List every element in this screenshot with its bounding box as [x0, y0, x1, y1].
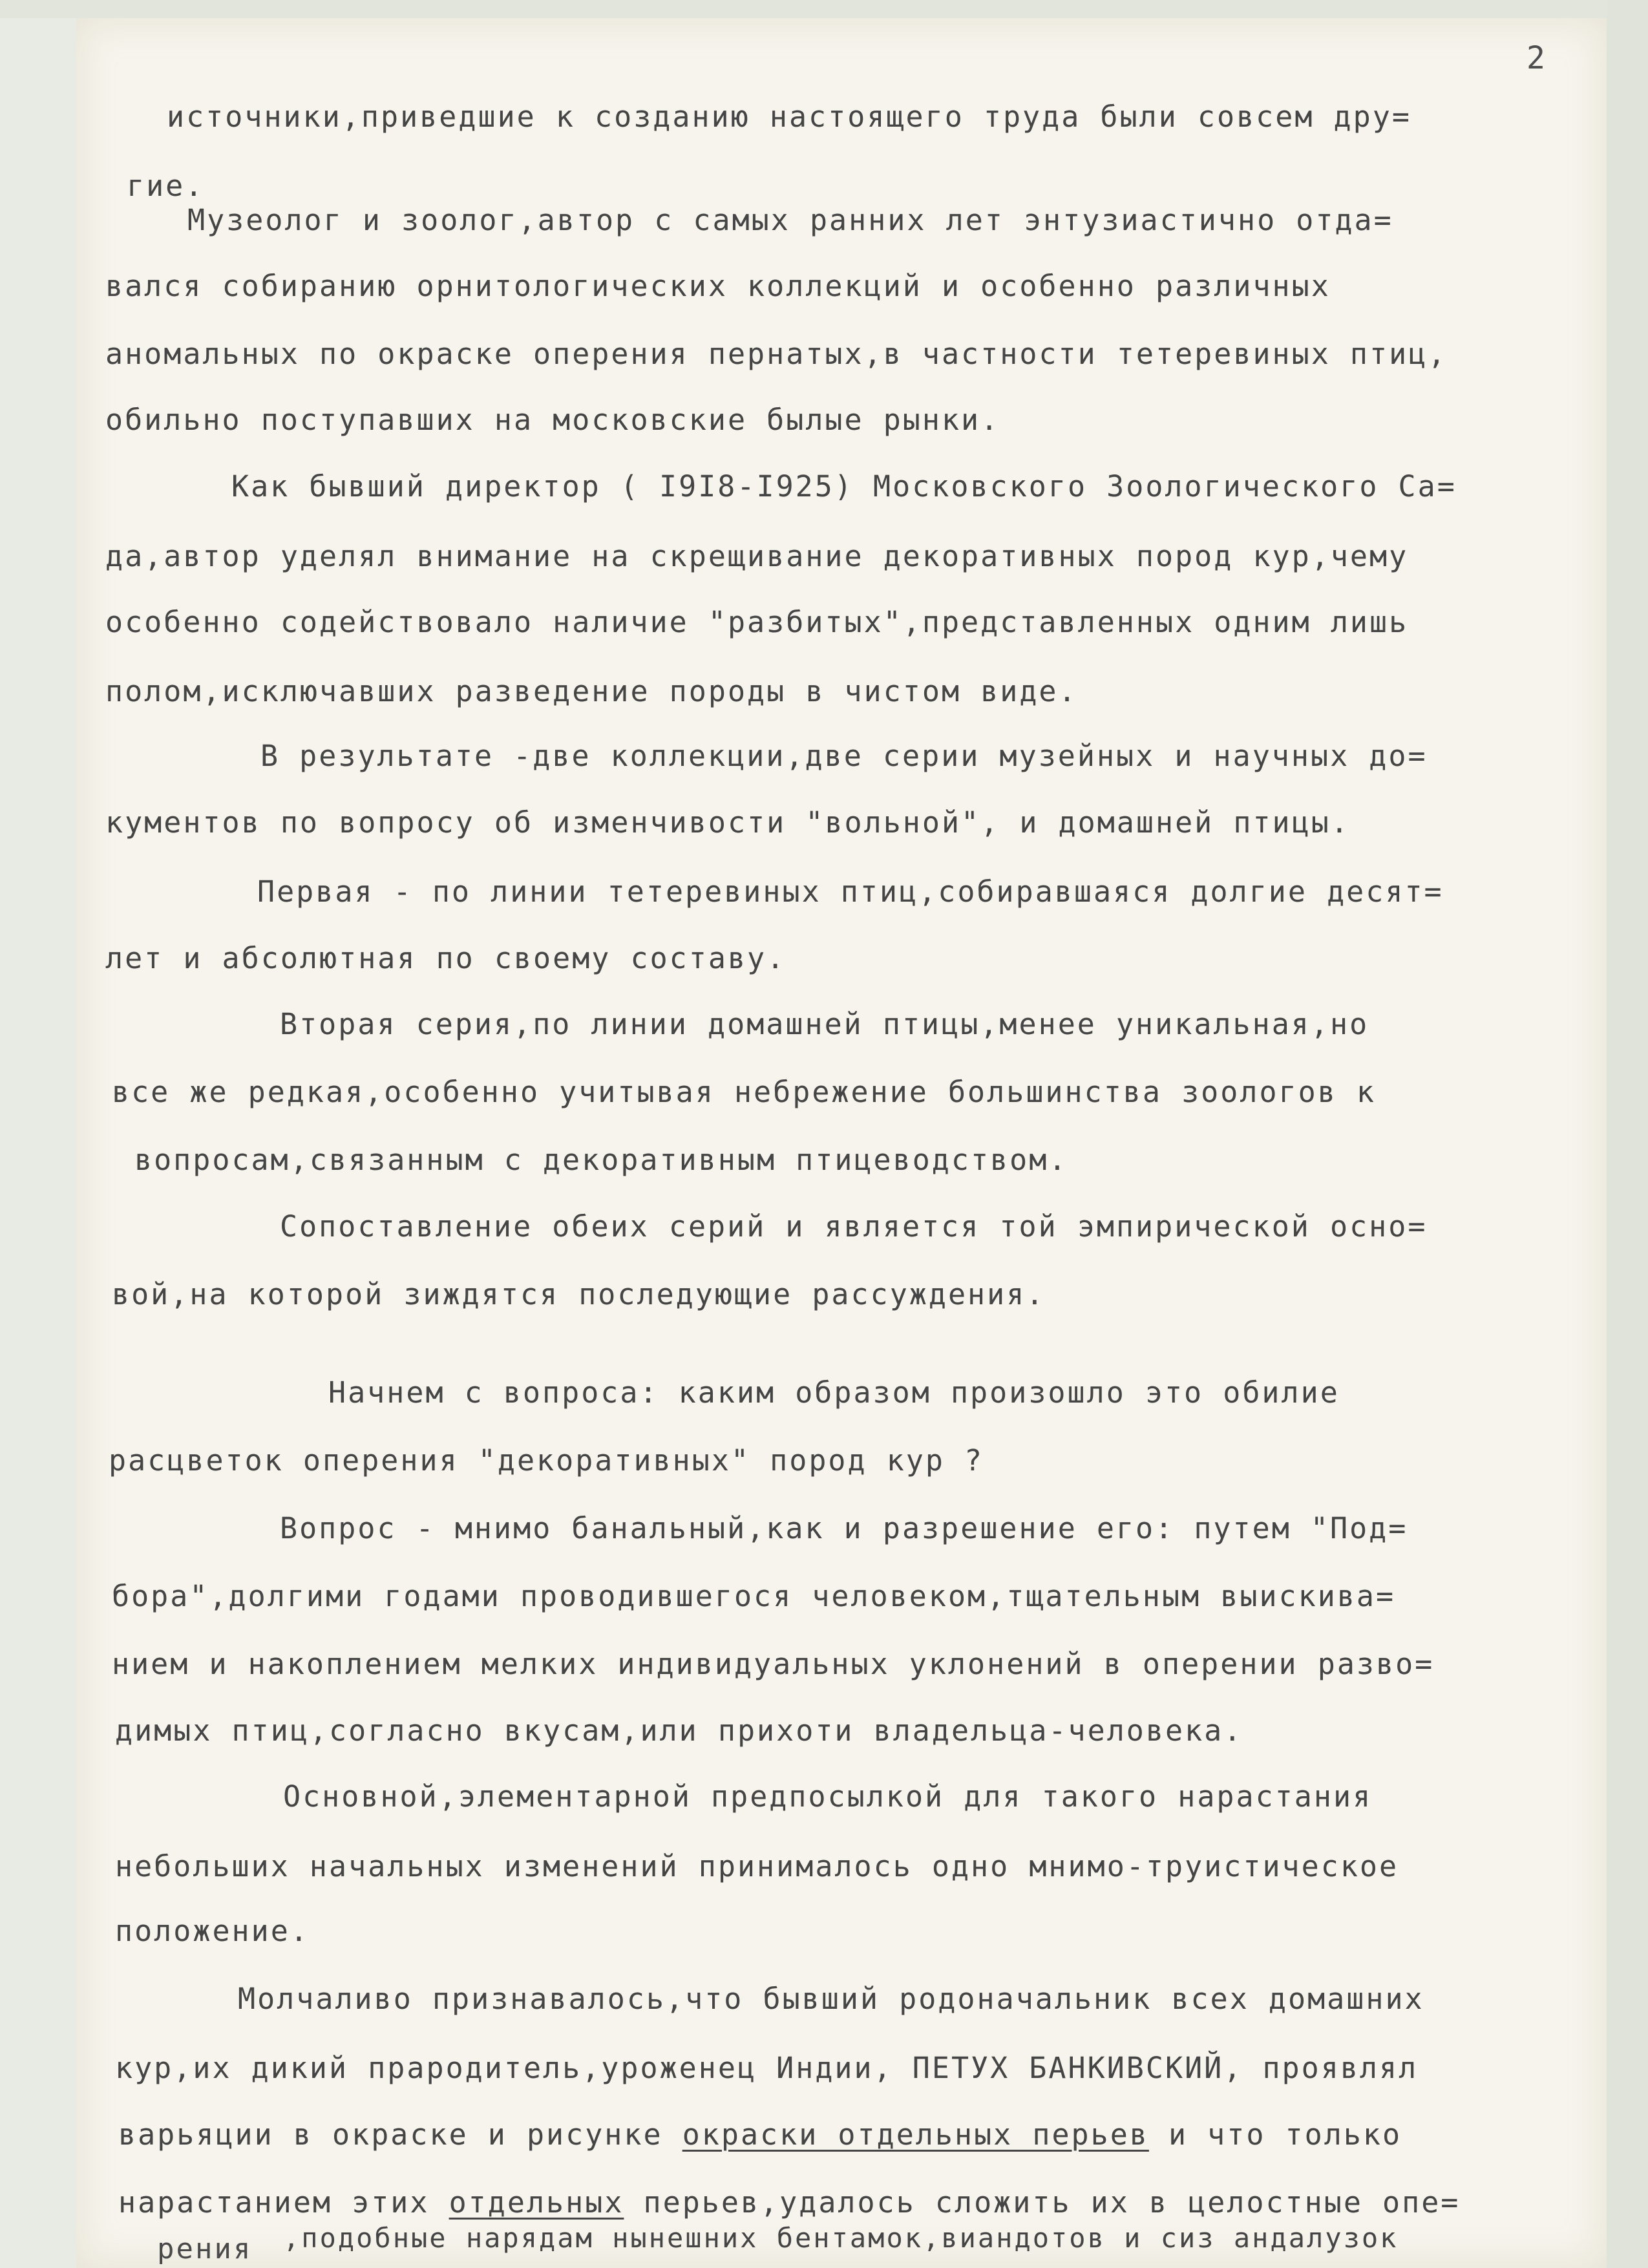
text-line-2: гие.	[127, 169, 205, 203]
text-line-12: кументов по вопросу об изменчивости "вольной", и домашней птицы.	[105, 805, 1350, 840]
text-line-13: Первая - по линии тетеревиных птиц,собиравшаяся долгие десят=	[257, 874, 1444, 909]
text-line-8: да,автор уделял внимание на скрещивание декоративных пород кур,чему	[105, 539, 1409, 573]
text-line-4: вался собиранию орнитологических коллекций и особенно различных	[105, 269, 1331, 303]
scan-right-margin	[1607, 0, 1648, 2268]
text-line-10: полом,исключавших разведение породы в чистом виде.	[105, 674, 1078, 708]
text-line-20: Начнем с вопроса: каким образом произошло это обилие	[328, 1375, 1340, 1410]
text-line-7: Как бывший директор ( I9I8-I925) Московского Зоологического Са=	[231, 469, 1457, 503]
text-line-33: ,подобные нарядам нынешних бентамок,виандотов и сиз андалузок	[283, 2222, 1399, 2254]
text-line-26: Основной,элементарной предпосылкой для такого нарастания	[283, 1779, 1373, 1814]
text-line-32	[118, 2185, 1461, 2220]
text-line-31-end: и что только	[1148, 2117, 1402, 2152]
text-line-28: положение.	[115, 1914, 310, 1948]
scan-top-margin	[0, 0, 1648, 18]
text-line-22: Вопрос - мнимо банальный,как и разрешение его: путем "Под=	[280, 1511, 1408, 1545]
text-line-19: вой,на которой зиждятся последующие рассуждения.	[112, 1277, 1046, 1311]
text-line-5: аномальных по окраске оперения пернатых,в частности тетеревиных птиц,	[105, 337, 1448, 371]
text-line-17: вопросам,связанным с декоративным птицеводством.	[134, 1143, 1068, 1177]
text-line-32-end: перьев,удалось сложить их в целостные опе=	[624, 2185, 1461, 2220]
text-line-9: особенно содействовало наличие "разбитых",представленных одним лишь	[105, 605, 1409, 639]
text-line-18: Сопоставление обеих серий и является той эмпирической осно=	[280, 1209, 1428, 1244]
text-line-24: нием и накоплением мелких индивидуальных уклонений в оперении разво=	[112, 1647, 1435, 1681]
text-line-1: источники,приведшие к созданию настоящего труда были совсем дру=	[167, 100, 1411, 134]
underlined-phrase: окраски отдельных перьев	[682, 2117, 1149, 2152]
text-line-14: лет и абсолютная по своему составу.	[105, 941, 787, 975]
footer-fragment: рения	[157, 2232, 253, 2265]
text-line-31	[118, 2117, 1402, 2152]
text-line-6: обильно поступавших на московские былые рынки.	[105, 403, 1000, 437]
text-line-23: бора",долгими годами проводившегося человеком,тщательным выискива=	[112, 1579, 1396, 1613]
text-line-29: Молчаливо признавалось,что бывший родоначальник всех домашних	[238, 1982, 1424, 2016]
text-line-25: димых птиц,согласно вкусам,или прихоти владельца-человека.	[115, 1713, 1243, 1748]
text-line-27: небольших начальных изменений принималось одно мнимо-труистическое	[115, 1849, 1399, 1883]
text-line-15: Вторая серия,по линии домашней птицы,менее уникальная,но	[280, 1007, 1369, 1041]
underlined-word: отдельных	[449, 2185, 624, 2220]
text-line-3: Музеолог и зоолог,автор с самых ранних лет энтузиастично отда=	[187, 203, 1393, 237]
text-line-31-start: варьяции в окраске и рисунке	[118, 2117, 682, 2152]
text-line-11: В результате -две коллекции,две серии музейных и научных до=	[260, 739, 1428, 773]
page-number: 2	[1527, 40, 1545, 76]
text-line-21: расцветок оперения "декоративных" пород кур ?	[109, 1443, 984, 1478]
text-line-32-start: нарастанием этих	[118, 2185, 449, 2220]
text-line-16: все же редкая,особенно учитывая небрежение большинства зоологов к	[112, 1075, 1376, 1109]
text-line-30: кур,их дикий прародитель,уроженец Индии, ПЕТУХ БАНКИВСКИЙ, проявлял	[115, 2051, 1419, 2085]
